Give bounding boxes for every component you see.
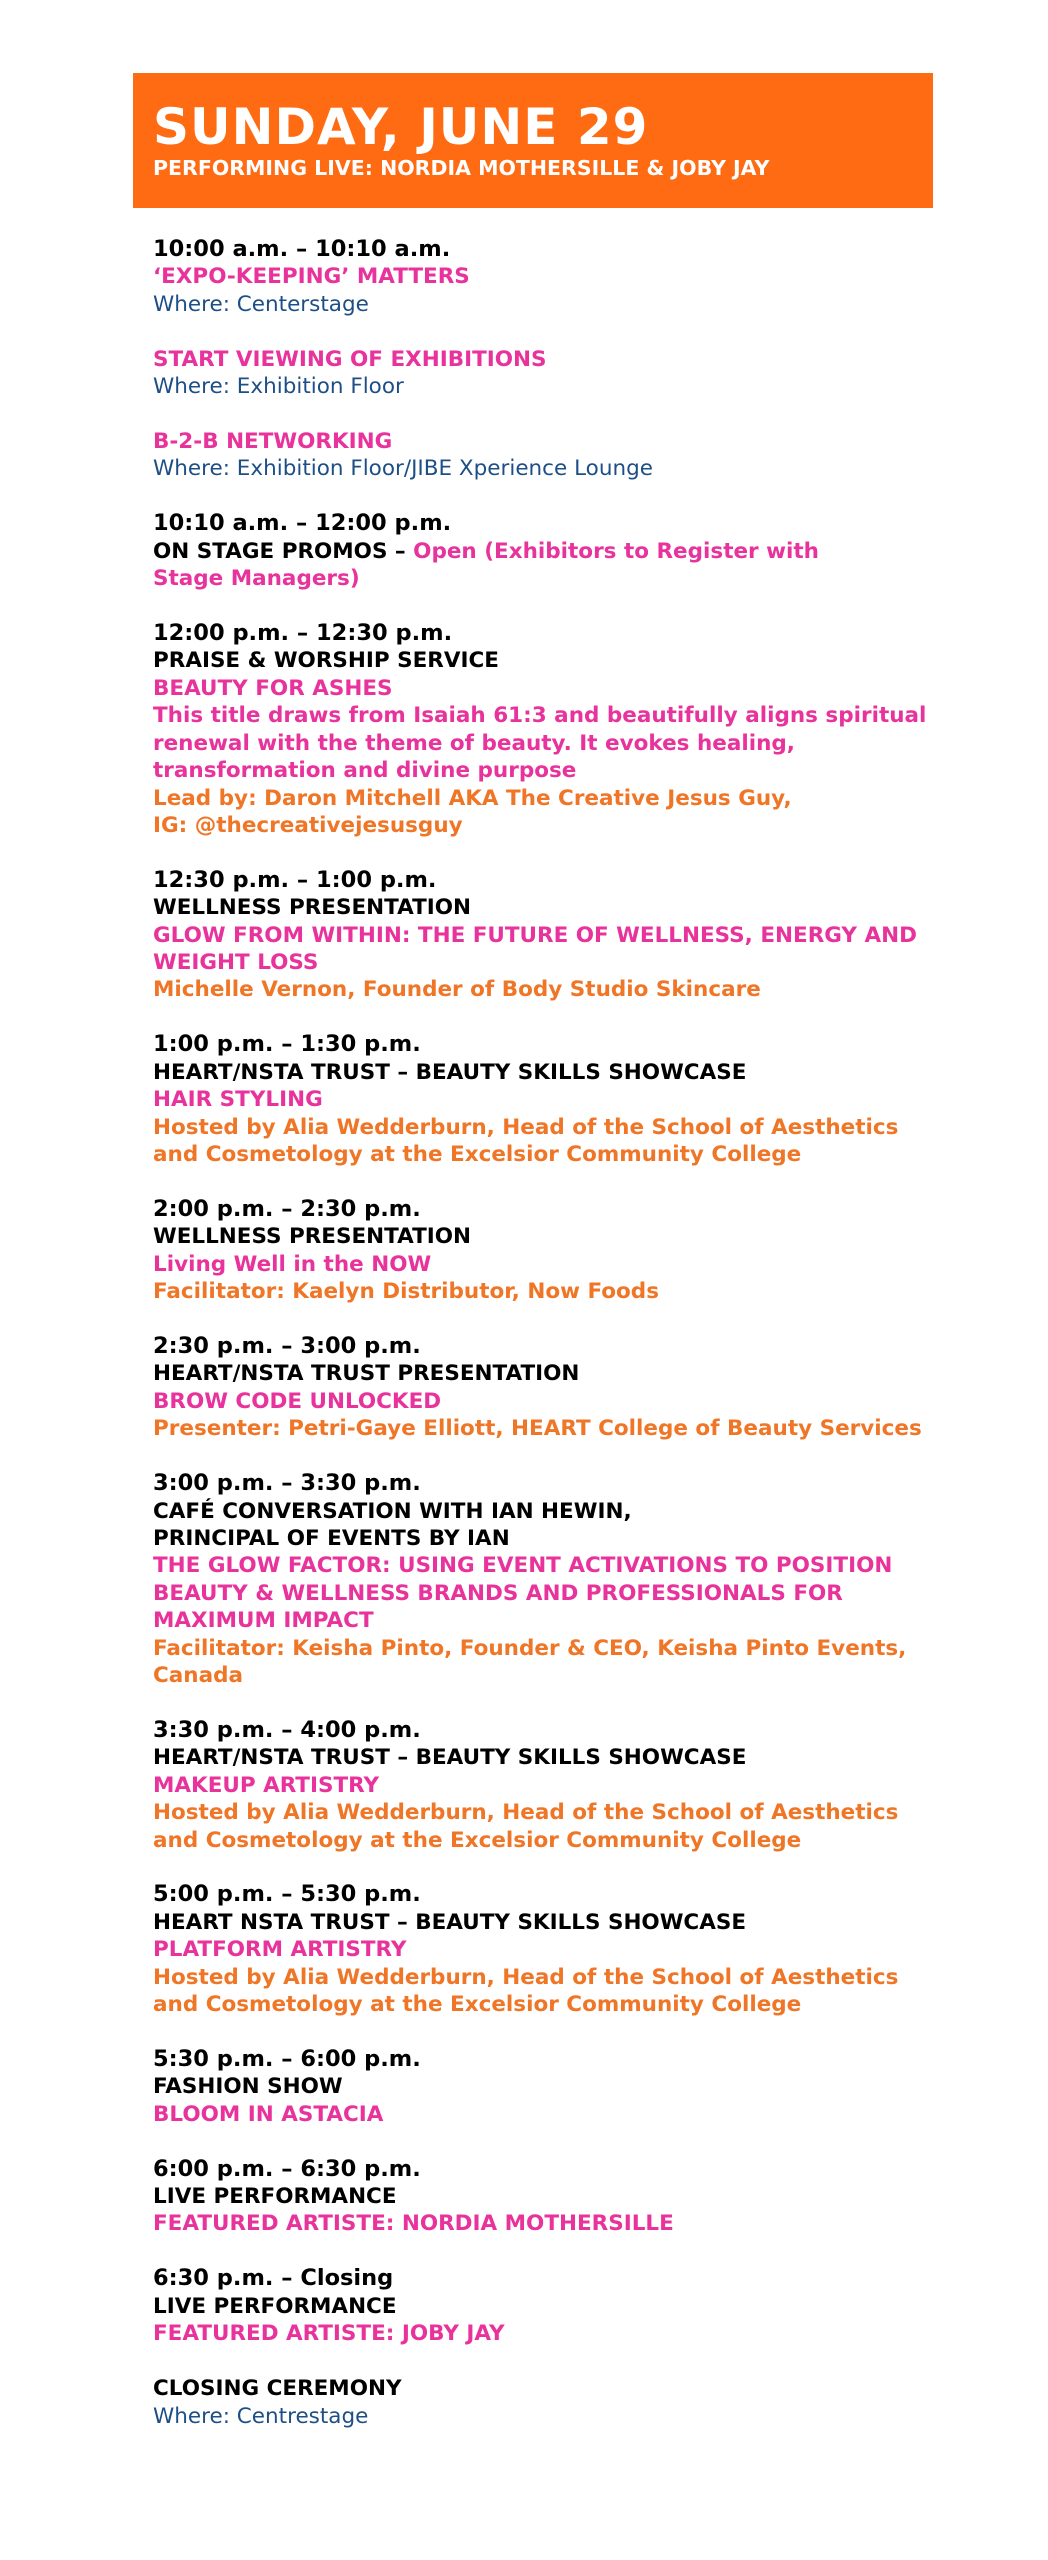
- event-description: renewal with the theme of beauty. It evokes healing,: [153, 730, 795, 756]
- event-title: BEAUTY FOR ASHES: [153, 675, 393, 701]
- schedule-event: [153, 2265, 933, 2347]
- event-description: This title draws from Isaiah 61:3 and beautifully aligns spiritual: [153, 703, 927, 729]
- schedule-event: [153, 2375, 933, 2430]
- event-title: PLATFORM ARTISTRY: [153, 1937, 407, 1963]
- event-label: PRINCIPAL OF EVENTS BY IAN: [153, 1525, 510, 1551]
- event-title: MAKEUP ARTISTRY: [153, 1772, 380, 1798]
- event-detail: Hosted by Alia Wedderburn, Head of the School of Aesthetics: [153, 1800, 899, 1826]
- schedule-event: [153, 1717, 933, 1854]
- event-label: HEART NSTA TRUST – BEAUTY SKILLS SHOWCASE: [153, 1909, 747, 1935]
- event-time: 12:00 p.m. – 12:30 p.m.: [153, 620, 453, 647]
- schedule-event: [153, 1031, 933, 1168]
- event-label: CLOSING CEREMONY: [153, 2376, 402, 2402]
- event-detail: Canada: [153, 1662, 243, 1688]
- event-label: LIVE PERFORMANCE: [153, 2184, 397, 2210]
- event-title: WEIGHT LOSS: [153, 950, 319, 976]
- event-time: 5:00 p.m. – 5:30 p.m.: [153, 1881, 421, 1908]
- event-title: FEATURED ARTISTE: JOBY JAY: [153, 2321, 505, 2347]
- event-label-extra: Open (Exhibitors to Register with: [413, 538, 819, 564]
- event-leader: IG: @thecreativejesusguy: [153, 812, 463, 838]
- event-title: THE GLOW FACTOR: USING EVENT ACTIVATIONS TO POSITION: [153, 1553, 893, 1579]
- event-label-line: [153, 538, 933, 565]
- event-title: FEATURED ARTISTE: NORDIA MOTHERSILLE: [153, 2211, 674, 2237]
- event-location: Where: Exhibition Floor: [153, 374, 404, 400]
- event-label: FASHION SHOW: [153, 2074, 343, 2100]
- event-time: 5:30 p.m. – 6:00 p.m.: [153, 2045, 421, 2072]
- event-title: BROW CODE UNLOCKED: [153, 1388, 442, 1414]
- event-title: HAIR STYLING: [153, 1087, 323, 1113]
- event-label: WELLNESS PRESENTATION: [153, 895, 472, 921]
- event-time: 12:30 p.m. – 1:00 p.m.: [153, 866, 437, 893]
- event-time: 2:00 p.m. – 2:30 p.m.: [153, 1195, 421, 1222]
- event-label: ON STAGE PROMOS –: [153, 538, 414, 564]
- event-title: BLOOM IN ASTACIA: [153, 2101, 384, 2127]
- event-time: 3:30 p.m. – 4:00 p.m.: [153, 1716, 421, 1743]
- event-detail: Facilitator: Kaelyn Distributor, Now Foods: [153, 1279, 659, 1305]
- day-banner: [133, 73, 933, 208]
- schedule-event: [153, 1196, 933, 1306]
- event-title: GLOW FROM WITHIN: THE FUTURE OF WELLNESS, ENERGY AND: [153, 922, 917, 948]
- page-title: SUNDAY, JUNE 29: [153, 98, 649, 156]
- event-detail: and Cosmetology at the Excelsior Community College: [153, 1827, 802, 1853]
- event-label: LIVE PERFORMANCE: [153, 2293, 397, 2319]
- event-title: ‘EXPO-KEEPING’ MATTERS: [153, 264, 470, 290]
- event-label-extra: Stage Managers): [153, 566, 360, 592]
- event-label: PRAISE & WORSHIP SERVICE: [153, 648, 499, 674]
- schedule-event: [153, 2156, 933, 2238]
- event-detail: and Cosmetology at the Excelsior Community College: [153, 1992, 802, 2018]
- event-location: Where: Exhibition Floor/JIBE Xperience Lounge: [153, 456, 653, 482]
- event-detail: Hosted by Alia Wedderburn, Head of the School of Aesthetics: [153, 1114, 899, 1140]
- event-leader: Lead by: Daron Mitchell AKA The Creative Jesus Guy,: [153, 785, 792, 811]
- event-label: HEART/NSTA TRUST PRESENTATION: [153, 1361, 580, 1387]
- event-time: 2:30 p.m. – 3:00 p.m.: [153, 1333, 421, 1359]
- event-time: 6:00 p.m. – 6:30 p.m.: [153, 2155, 421, 2182]
- schedule-event: [153, 1333, 933, 1443]
- event-label: WELLNESS PRESENTATION: [153, 1224, 472, 1250]
- schedule-event: [153, 428, 933, 483]
- event-detail: Facilitator: Keisha Pinto, Founder & CEO, Keisha Pinto Events,: [153, 1635, 907, 1661]
- event-label: HEART/NSTA TRUST – BEAUTY SKILLS SHOWCASE: [153, 1745, 747, 1771]
- event-title: BEAUTY & WELLNESS BRANDS AND PROFESSIONALS FOR: [153, 1580, 843, 1606]
- schedule-event: [153, 2046, 933, 2128]
- event-detail: Presenter: Petri-Gaye Elliott, HEART College of Beauty Services: [153, 1416, 922, 1442]
- event-time: 6:30 p.m. – Closing: [153, 2265, 394, 2292]
- page-subtitle: PERFORMING LIVE: NORDIA MOTHERSILLE & JOBY JAY: [153, 156, 770, 180]
- schedule-event: [153, 236, 933, 318]
- schedule-event: [153, 510, 933, 592]
- schedule-event: [153, 346, 933, 401]
- event-description: transformation and divine purpose: [153, 758, 577, 784]
- event-label: HEART/NSTA TRUST – BEAUTY SKILLS SHOWCASE: [153, 1059, 747, 1085]
- event-title: MAXIMUM IMPACT: [153, 1608, 374, 1634]
- schedule-event: [153, 867, 933, 1004]
- event-time: 10:00 a.m. – 10:10 a.m.: [153, 236, 451, 262]
- event-label: CAFÉ CONVERSATION WITH IAN HEWIN,: [153, 1498, 632, 1524]
- schedule-event: [153, 1470, 933, 1689]
- schedule-event: [153, 620, 933, 839]
- schedule-list: [153, 236, 933, 2457]
- event-title: Living Well in the NOW: [153, 1251, 432, 1277]
- event-location: Where: Centerstage: [153, 291, 369, 317]
- event-detail: and Cosmetology at the Excelsior Community College: [153, 1141, 802, 1167]
- event-time: 1:00 p.m. – 1:30 p.m.: [153, 1031, 421, 1058]
- event-title: B-2-B NETWORKING: [153, 429, 393, 455]
- event-time: 10:10 a.m. – 12:00 p.m.: [153, 510, 452, 537]
- event-detail: Michelle Vernon, Founder of Body Studio Skincare: [153, 977, 761, 1003]
- event-location: Where: Centrestage: [153, 2403, 369, 2429]
- event-time: 3:00 p.m. – 3:30 p.m.: [153, 1470, 421, 1497]
- event-detail: Hosted by Alia Wedderburn, Head of the School of Aesthetics: [153, 1964, 899, 1990]
- event-title: START VIEWING OF EXHIBITIONS: [153, 346, 547, 372]
- schedule-event: [153, 1881, 933, 2018]
